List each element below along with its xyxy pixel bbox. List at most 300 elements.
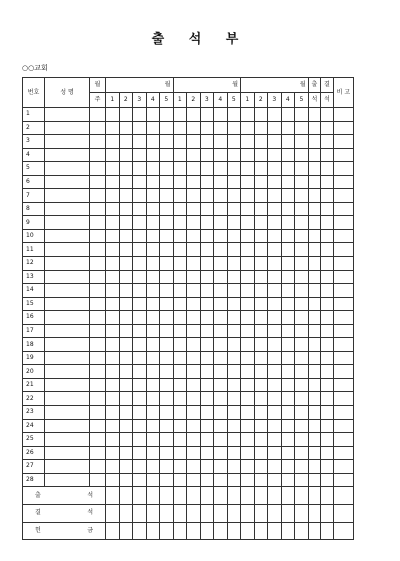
remarks-cell[interactable] [333,324,354,338]
attendance-cell[interactable] [187,175,201,189]
attendance-cell[interactable] [160,419,174,433]
attendance-cell[interactable] [254,229,268,243]
attendance-cell[interactable] [119,148,133,162]
attendance-cell[interactable] [173,406,187,420]
summary-cell[interactable] [200,504,214,522]
attendance-cell[interactable] [173,473,187,487]
attendance-cell[interactable] [268,202,282,216]
summary-cell[interactable] [173,522,187,540]
attendance-cell[interactable] [281,338,295,352]
attendance-cell[interactable] [160,392,174,406]
attendance-cell[interactable] [106,392,120,406]
attendance-cell[interactable] [281,392,295,406]
attendance-cell[interactable] [133,202,147,216]
summary-cell[interactable] [106,487,120,505]
attendance-cell[interactable] [173,257,187,271]
attendance-cell[interactable] [200,162,214,176]
attendance-cell[interactable] [281,270,295,284]
absent-count-cell[interactable] [321,311,334,325]
attendance-cell[interactable] [295,202,309,216]
attendance-cell[interactable] [119,135,133,149]
attendance-cell[interactable] [214,324,228,338]
attendance-cell[interactable] [187,324,201,338]
name-cell[interactable] [45,378,90,392]
attendance-cell[interactable] [241,446,255,460]
attendance-cell[interactable] [200,297,214,311]
attendance-cell[interactable] [241,284,255,298]
attendance-cell[interactable] [281,406,295,420]
attendance-cell[interactable] [160,311,174,325]
attendance-cell[interactable] [241,216,255,230]
attendance-cell[interactable] [268,311,282,325]
attendance-cell[interactable] [187,202,201,216]
attendance-cell[interactable] [254,189,268,203]
absent-count-cell[interactable] [321,297,334,311]
summary-cell[interactable] [227,522,241,540]
attendance-cell[interactable] [160,406,174,420]
summary-cell[interactable] [160,487,174,505]
attendance-cell[interactable] [281,229,295,243]
attendance-cell[interactable] [281,202,295,216]
attendance-cell[interactable] [146,460,160,474]
attendance-cell[interactable] [119,216,133,230]
absent-count-cell[interactable] [321,229,334,243]
attend-count-cell[interactable] [308,392,321,406]
attendance-cell[interactable] [173,419,187,433]
attendance-cell[interactable] [200,270,214,284]
attendance-cell[interactable] [254,473,268,487]
attendance-cell[interactable] [200,216,214,230]
attendance-cell[interactable] [281,257,295,271]
attendance-cell[interactable] [281,419,295,433]
attendance-cell[interactable] [119,162,133,176]
attendance-cell[interactable] [106,243,120,257]
attendance-cell[interactable] [160,270,174,284]
remarks-cell[interactable] [333,189,354,203]
attendance-cell[interactable] [295,108,309,122]
attendance-cell[interactable] [160,175,174,189]
remarks-cell[interactable] [333,135,354,149]
attendance-cell[interactable] [133,365,147,379]
attendance-cell[interactable] [119,460,133,474]
summary-cell[interactable] [333,522,354,540]
name-cell[interactable] [45,351,90,365]
attendance-cell[interactable] [146,243,160,257]
attendance-cell[interactable] [241,378,255,392]
attendance-cell[interactable] [214,189,228,203]
attendance-cell[interactable] [133,121,147,135]
attend-count-cell[interactable] [308,121,321,135]
attendance-cell[interactable] [200,324,214,338]
attendance-cell[interactable] [227,351,241,365]
attendance-cell[interactable] [241,270,255,284]
attendance-cell[interactable] [214,162,228,176]
attendance-cell[interactable] [281,135,295,149]
attendance-cell[interactable] [214,229,228,243]
attendance-cell[interactable] [160,433,174,447]
summary-cell[interactable] [321,487,334,505]
attendance-cell[interactable] [281,189,295,203]
attendance-cell[interactable] [119,419,133,433]
attendance-cell[interactable] [295,297,309,311]
attendance-cell[interactable] [214,284,228,298]
attendance-cell[interactable] [281,473,295,487]
summary-cell[interactable] [254,522,268,540]
summary-cell[interactable] [241,504,255,522]
attendance-cell[interactable] [241,202,255,216]
attendance-cell[interactable] [160,108,174,122]
attendance-cell[interactable] [268,270,282,284]
attendance-cell[interactable] [281,378,295,392]
attendance-cell[interactable] [106,162,120,176]
attend-count-cell[interactable] [308,460,321,474]
attendance-cell[interactable] [187,297,201,311]
remarks-cell[interactable] [333,229,354,243]
attendance-cell[interactable] [281,162,295,176]
summary-cell[interactable] [133,504,147,522]
attendance-cell[interactable] [200,392,214,406]
attendance-cell[interactable] [268,135,282,149]
attendance-cell[interactable] [254,297,268,311]
attendance-cell[interactable] [119,433,133,447]
attendance-cell[interactable] [281,108,295,122]
summary-cell[interactable] [146,504,160,522]
attend-count-cell[interactable] [308,243,321,257]
attendance-cell[interactable] [268,189,282,203]
remarks-cell[interactable] [333,406,354,420]
attendance-cell[interactable] [160,365,174,379]
summary-cell[interactable] [214,522,228,540]
summary-cell[interactable] [133,487,147,505]
attendance-cell[interactable] [106,257,120,271]
attendance-cell[interactable] [160,121,174,135]
attend-count-cell[interactable] [308,108,321,122]
attendance-cell[interactable] [254,175,268,189]
attendance-cell[interactable] [133,392,147,406]
remarks-cell[interactable] [333,121,354,135]
absent-count-cell[interactable] [321,460,334,474]
summary-cell[interactable] [133,522,147,540]
attendance-cell[interactable] [295,460,309,474]
name-cell[interactable] [45,338,90,352]
attendance-cell[interactable] [227,433,241,447]
summary-cell[interactable] [119,504,133,522]
attendance-cell[interactable] [281,297,295,311]
summary-cell[interactable] [308,522,321,540]
attendance-cell[interactable] [200,351,214,365]
attendance-cell[interactable] [173,216,187,230]
attendance-cell[interactable] [295,189,309,203]
attendance-cell[interactable] [268,324,282,338]
attendance-cell[interactable] [214,351,228,365]
absent-count-cell[interactable] [321,473,334,487]
attend-count-cell[interactable] [308,229,321,243]
attend-count-cell[interactable] [308,419,321,433]
attendance-cell[interactable] [241,324,255,338]
attendance-cell[interactable] [146,175,160,189]
attendance-cell[interactable] [254,406,268,420]
attendance-cell[interactable] [173,351,187,365]
attendance-cell[interactable] [227,162,241,176]
attendance-cell[interactable] [146,433,160,447]
absent-count-cell[interactable] [321,406,334,420]
attendance-cell[interactable] [268,216,282,230]
attendance-cell[interactable] [133,460,147,474]
summary-cell[interactable] [214,504,228,522]
attendance-cell[interactable] [187,406,201,420]
attendance-cell[interactable] [227,378,241,392]
attendance-cell[interactable] [146,162,160,176]
attendance-cell[interactable] [254,324,268,338]
attendance-cell[interactable] [173,148,187,162]
summary-cell[interactable] [173,487,187,505]
absent-count-cell[interactable] [321,378,334,392]
attendance-cell[interactable] [281,175,295,189]
attendance-cell[interactable] [187,121,201,135]
attendance-cell[interactable] [146,392,160,406]
attendance-cell[interactable] [281,446,295,460]
attendance-cell[interactable] [173,311,187,325]
name-cell[interactable] [45,270,90,284]
attendance-cell[interactable] [173,324,187,338]
attendance-cell[interactable] [295,270,309,284]
remarks-cell[interactable] [333,378,354,392]
attendance-cell[interactable] [254,311,268,325]
attendance-cell[interactable] [227,406,241,420]
attendance-cell[interactable] [160,162,174,176]
attendance-cell[interactable] [227,419,241,433]
attendance-cell[interactable] [133,162,147,176]
attendance-cell[interactable] [187,284,201,298]
summary-cell[interactable] [187,504,201,522]
absent-count-cell[interactable] [321,162,334,176]
attendance-cell[interactable] [200,365,214,379]
summary-cell[interactable] [281,522,295,540]
absent-count-cell[interactable] [321,270,334,284]
attendance-cell[interactable] [295,473,309,487]
attendance-cell[interactable] [119,473,133,487]
attendance-cell[interactable] [133,311,147,325]
attendance-cell[interactable] [119,257,133,271]
attendance-cell[interactable] [133,135,147,149]
attendance-cell[interactable] [295,351,309,365]
attendance-cell[interactable] [241,257,255,271]
attendance-cell[interactable] [160,351,174,365]
attendance-cell[interactable] [173,108,187,122]
absent-count-cell[interactable] [321,351,334,365]
name-cell[interactable] [45,311,90,325]
summary-cell[interactable] [146,487,160,505]
attendance-cell[interactable] [146,365,160,379]
attendance-cell[interactable] [241,338,255,352]
attendance-cell[interactable] [106,433,120,447]
absent-count-cell[interactable] [321,284,334,298]
attendance-cell[interactable] [187,392,201,406]
attendance-cell[interactable] [160,189,174,203]
attendance-cell[interactable] [241,229,255,243]
attendance-cell[interactable] [160,473,174,487]
summary-cell[interactable] [333,504,354,522]
summary-cell[interactable] [214,487,228,505]
attendance-cell[interactable] [268,446,282,460]
attendance-cell[interactable] [254,378,268,392]
absent-count-cell[interactable] [321,108,334,122]
attendance-cell[interactable] [173,243,187,257]
attendance-cell[interactable] [295,216,309,230]
summary-cell[interactable] [268,504,282,522]
attendance-cell[interactable] [254,270,268,284]
attend-count-cell[interactable] [308,378,321,392]
attendance-cell[interactable] [254,419,268,433]
attendance-cell[interactable] [268,473,282,487]
attendance-cell[interactable] [187,257,201,271]
name-cell[interactable] [45,243,90,257]
attend-count-cell[interactable] [308,162,321,176]
summary-cell[interactable] [106,522,120,540]
attendance-cell[interactable] [173,392,187,406]
attendance-cell[interactable] [133,324,147,338]
summary-cell[interactable] [200,522,214,540]
name-cell[interactable] [45,108,90,122]
attendance-cell[interactable] [146,338,160,352]
summary-cell[interactable] [281,487,295,505]
attendance-cell[interactable] [214,257,228,271]
attendance-cell[interactable] [241,243,255,257]
attendance-cell[interactable] [227,365,241,379]
attendance-cell[interactable] [268,419,282,433]
attendance-cell[interactable] [160,243,174,257]
name-cell[interactable] [45,392,90,406]
attendance-cell[interactable] [241,406,255,420]
attendance-cell[interactable] [200,378,214,392]
attendance-cell[interactable] [214,108,228,122]
attend-count-cell[interactable] [308,257,321,271]
attendance-cell[interactable] [106,216,120,230]
attendance-cell[interactable] [146,311,160,325]
attendance-cell[interactable] [119,175,133,189]
attendance-cell[interactable] [106,338,120,352]
attendance-cell[interactable] [146,121,160,135]
remarks-cell[interactable] [333,108,354,122]
attendance-cell[interactable] [214,311,228,325]
attendance-cell[interactable] [187,162,201,176]
attendance-cell[interactable] [160,378,174,392]
attendance-cell[interactable] [146,351,160,365]
attend-count-cell[interactable] [308,297,321,311]
name-cell[interactable] [45,473,90,487]
attendance-cell[interactable] [146,324,160,338]
remarks-cell[interactable] [333,162,354,176]
attendance-cell[interactable] [200,175,214,189]
attendance-cell[interactable] [268,175,282,189]
attendance-cell[interactable] [214,392,228,406]
attendance-cell[interactable] [214,148,228,162]
attendance-cell[interactable] [119,406,133,420]
attendance-cell[interactable] [254,216,268,230]
remarks-cell[interactable] [333,392,354,406]
summary-cell[interactable] [254,504,268,522]
attendance-cell[interactable] [254,135,268,149]
attendance-cell[interactable] [227,473,241,487]
attendance-cell[interactable] [133,189,147,203]
attendance-cell[interactable] [119,229,133,243]
attendance-cell[interactable] [173,270,187,284]
attendance-cell[interactable] [268,297,282,311]
attendance-cell[interactable] [106,473,120,487]
attendance-cell[interactable] [268,229,282,243]
attendance-cell[interactable] [187,311,201,325]
absent-count-cell[interactable] [321,175,334,189]
attendance-cell[interactable] [173,202,187,216]
attendance-cell[interactable] [119,311,133,325]
attendance-cell[interactable] [295,135,309,149]
attendance-cell[interactable] [227,229,241,243]
absent-count-cell[interactable] [321,189,334,203]
attendance-cell[interactable] [295,229,309,243]
attendance-cell[interactable] [241,135,255,149]
absent-count-cell[interactable] [321,135,334,149]
remarks-cell[interactable] [333,257,354,271]
attendance-cell[interactable] [200,433,214,447]
attendance-cell[interactable] [146,135,160,149]
attendance-cell[interactable] [133,419,147,433]
absent-count-cell[interactable] [321,202,334,216]
attendance-cell[interactable] [133,351,147,365]
remarks-cell[interactable] [333,284,354,298]
attendance-cell[interactable] [200,202,214,216]
attendance-cell[interactable] [214,365,228,379]
attendance-cell[interactable] [227,257,241,271]
summary-cell[interactable] [146,522,160,540]
attendance-cell[interactable] [187,148,201,162]
attendance-cell[interactable] [146,297,160,311]
attendance-cell[interactable] [281,148,295,162]
attendance-cell[interactable] [106,311,120,325]
attendance-cell[interactable] [227,135,241,149]
attendance-cell[interactable] [214,216,228,230]
attendance-cell[interactable] [173,189,187,203]
attendance-cell[interactable] [241,121,255,135]
remarks-cell[interactable] [333,148,354,162]
attendance-cell[interactable] [119,270,133,284]
summary-cell[interactable] [295,487,309,505]
attendance-cell[interactable] [106,121,120,135]
remarks-cell[interactable] [333,338,354,352]
name-cell[interactable] [45,202,90,216]
attend-count-cell[interactable] [308,202,321,216]
attendance-cell[interactable] [173,365,187,379]
attendance-cell[interactable] [133,406,147,420]
attendance-cell[interactable] [268,108,282,122]
name-cell[interactable] [45,175,90,189]
attend-count-cell[interactable] [308,446,321,460]
attendance-cell[interactable] [187,433,201,447]
attendance-cell[interactable] [160,229,174,243]
attendance-cell[interactable] [241,460,255,474]
attendance-cell[interactable] [119,351,133,365]
attendance-cell[interactable] [241,108,255,122]
remarks-cell[interactable] [333,175,354,189]
attendance-cell[interactable] [254,365,268,379]
remarks-cell[interactable] [333,243,354,257]
attendance-cell[interactable] [106,229,120,243]
attendance-cell[interactable] [214,378,228,392]
attendance-cell[interactable] [119,284,133,298]
attendance-cell[interactable] [200,284,214,298]
month-2-header[interactable]: 월 [173,78,241,93]
remarks-cell[interactable] [333,270,354,284]
attendance-cell[interactable] [133,229,147,243]
